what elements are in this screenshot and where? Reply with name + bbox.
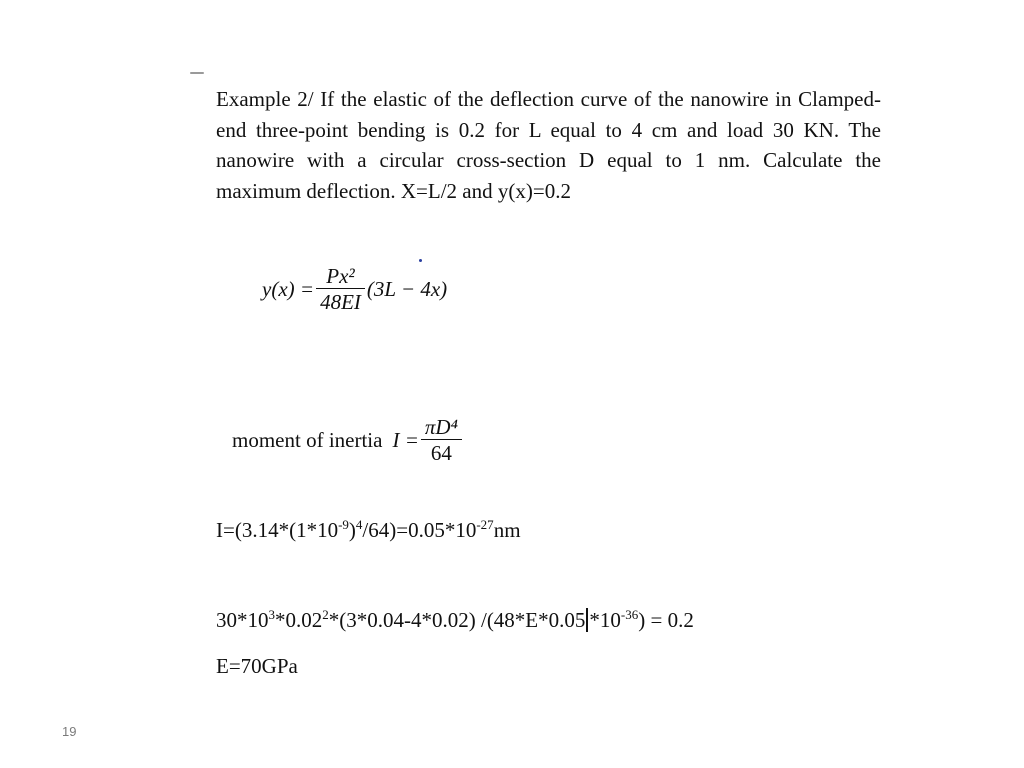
calc-exponent: 4 <box>355 517 363 532</box>
calc-exponent: -9 <box>338 517 349 532</box>
solve-exponent: 2 <box>322 607 329 622</box>
page-number: 19 <box>62 724 77 739</box>
deflection-numerator: Px² <box>326 264 355 288</box>
inertia-numerator: πD⁴ <box>424 415 458 439</box>
deflection-tail: (3L − 4x) <box>366 277 448 302</box>
solve-part: *10 <box>589 608 621 632</box>
solve-part: *(3*0.04-4*0.02) /(48*E*0.05 <box>328 608 586 632</box>
calc-part: /64)=0.05*10 <box>362 518 477 542</box>
inertia-formula <box>232 417 464 464</box>
calc-part: I=(3.14*(1*10 <box>216 518 339 542</box>
inertia-denominator: 64 <box>430 441 452 466</box>
inertia-label: moment of inertia <box>232 428 383 453</box>
solve-equation <box>216 607 694 633</box>
solve-exponent: -36 <box>620 607 639 622</box>
result-line: E=70GPa <box>216 654 298 678</box>
solve-exponent: 3 <box>268 607 275 622</box>
inertia-fraction <box>421 417 462 464</box>
solve-part: 30*10 <box>216 608 269 632</box>
deflection-fraction <box>316 266 365 313</box>
solve-part: *0.02 <box>275 608 323 632</box>
inertia-lhs: I = <box>392 428 419 453</box>
stray-dot <box>419 259 422 262</box>
calc-part: ) <box>348 518 356 542</box>
inertia-calculation <box>216 517 521 543</box>
problem-statement: Example 2/ If the elastic of the deflection curve of the nanowire in Clamped-end three-point bending is 0.2 for L equal to 4 cm and load 30 KN. The nanowire with a circular cross-section D equal to 1 nm. Calculate the maximum deflection. X=L/2 and y(x)=0.2 <box>216 87 881 203</box>
deflection-lhs: y(x) = <box>262 277 315 302</box>
solve-part: ) = 0.2 <box>638 608 694 632</box>
calc-part: nm <box>493 518 521 542</box>
deflection-denominator: 48EI <box>320 290 361 315</box>
deflection-formula <box>262 266 447 313</box>
calc-exponent: -27 <box>476 517 494 532</box>
decorative-dash <box>190 72 204 74</box>
